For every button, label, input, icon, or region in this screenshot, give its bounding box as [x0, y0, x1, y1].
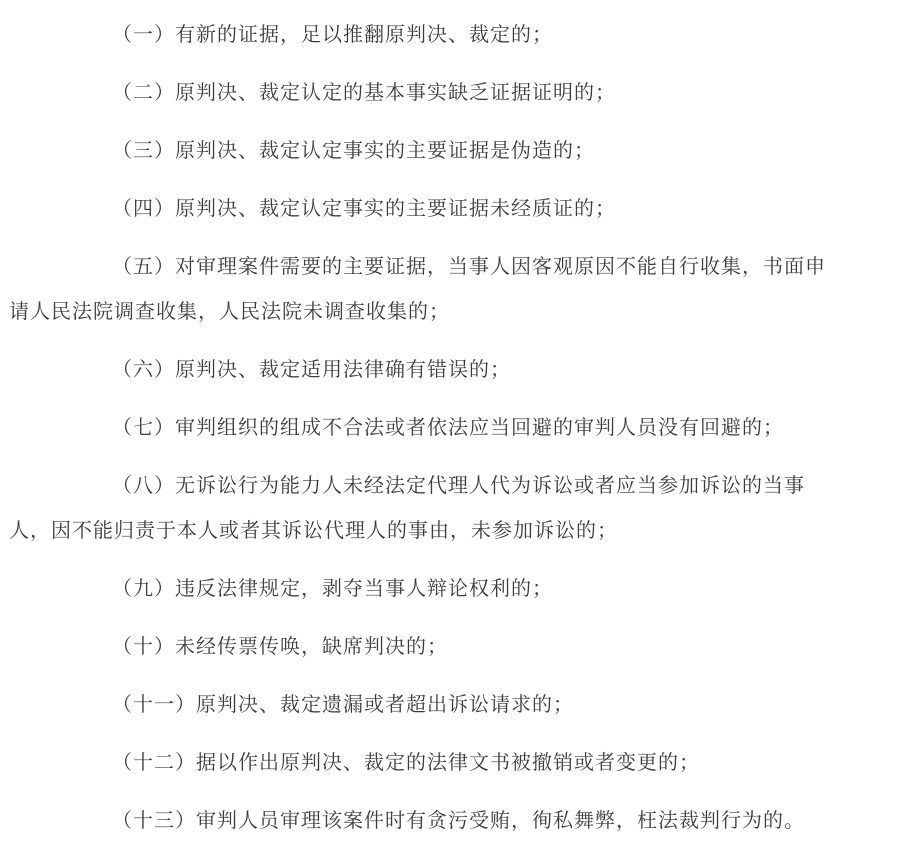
- clause-line: （四）原判决、裁定认定事实的主要证据未经质证的；: [112, 198, 616, 220]
- clause-line: （三）原判决、裁定认定事实的主要证据是伪造的；: [112, 140, 595, 162]
- clause-line: （十二）据以作出原判决、裁定的法律文书被撤销或者变更的；: [112, 752, 700, 774]
- clause-line: 请人民法院调查收集，人民法院未调查收集的；: [9, 301, 450, 323]
- clause-paragraph-12: [9, 741, 872, 786]
- clause-paragraph-1: [9, 13, 872, 58]
- clause-paragraph-5: [9, 245, 872, 335]
- clause-line: （十）未经传票传唤，缺席判决的；: [112, 636, 448, 658]
- clause-line: （五）对审理案件需要的主要证据，当事人因客观原因不能自行收集，书面申: [112, 256, 826, 278]
- clause-paragraph-8: [9, 464, 872, 554]
- clause-paragraph-3: [9, 129, 872, 174]
- clause-paragraph-13: [9, 799, 872, 844]
- clause-paragraph-9: [9, 567, 872, 612]
- clause-paragraph-7: [9, 406, 872, 451]
- clause-line: 人，因不能归责于本人或者其诉讼代理人的事由，未参加诉讼的；: [9, 520, 618, 542]
- clause-paragraph-11: [9, 683, 872, 728]
- clause-line: （六）原判决、裁定适用法律确有错误的；: [112, 359, 511, 381]
- clause-line: （一）有新的证据，足以推翻原判决、裁定的；: [112, 24, 553, 46]
- clause-paragraph-6: [9, 348, 872, 393]
- clause-line: （九）违反法律规定，剥夺当事人辩论权利的；: [112, 578, 553, 600]
- clause-paragraph-10: [9, 625, 872, 670]
- clause-line: （十一）原判决、裁定遗漏或者超出诉讼请求的；: [112, 694, 574, 716]
- clause-paragraph-2: [9, 71, 872, 116]
- clause-line: （七）审判组织的组成不合法或者依法应当回避的审判人员没有回避的；: [112, 417, 784, 439]
- clause-line: （八）无诉讼行为能力人未经法定代理人代为诉讼或者应当参加诉讼的当事: [112, 475, 805, 497]
- clause-line: （二）原判决、裁定认定的基本事实缺乏证据证明的；: [112, 82, 616, 104]
- clause-line: （十三）审判人员审理该案件时有贪污受贿，徇私舞弊，枉法裁判行为的。: [112, 810, 805, 832]
- clause-paragraph-4: [9, 187, 872, 232]
